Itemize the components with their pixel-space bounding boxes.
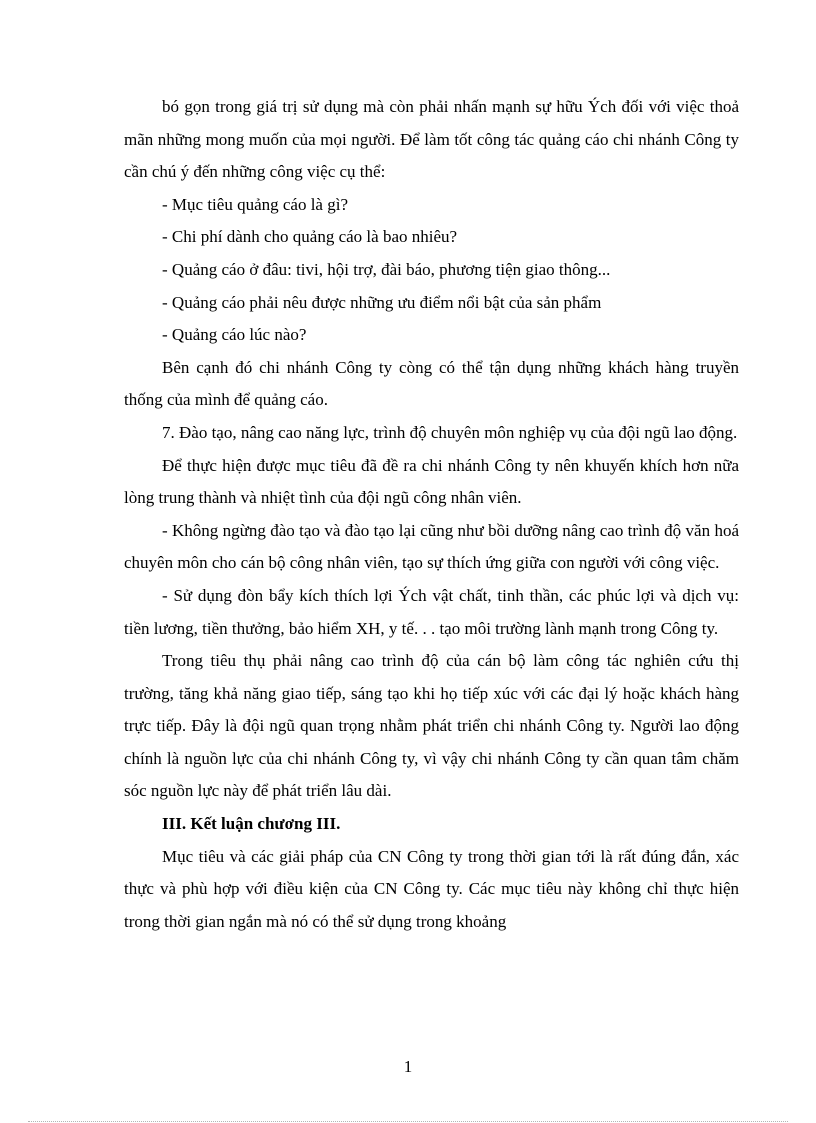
list-item: - Mục tiêu quảng cáo là gì? <box>162 194 348 214</box>
paragraph: Bên cạnh đó chi nhánh Công ty còng có thể tận dụng những khách hàng truyền thống của mình để quảng cáo. <box>124 357 739 410</box>
list-item: - Quảng cáo lúc nào? <box>162 325 307 345</box>
list-item: - Chi phí dành cho quảng cáo là bao nhiêu? <box>162 227 458 247</box>
page-number: 1 <box>403 1057 413 1076</box>
paragraph: Trong tiêu thụ phải nâng cao trình độ của cán bộ làm công tác nghiên cứu thị trường, tăng khả năng giao tiếp, sáng tạo khi họ tiếp xúc với các đại lý hoặc khách hàng trực tiếp. Đây là đội ngũ quan trọng nhằm phát triển chi nhánh Công ty. Người lao động chính là nguồn lực của chi nhánh Công ty, vì vậy chi nhánh Công ty cần quan tâm chăm sóc nguồn lực này để phát triển lâu dài. <box>124 651 739 801</box>
paragraph: - Sử dụng đòn bẩy kích thích lợi Ých vật chất, tinh thần, các phúc lợi và dịch vụ: tiền lương, tiền thưởng, bảo hiểm XH, y tế. . . tạo môi trường lành mạnh trong Công ty. <box>124 585 739 638</box>
list-item: - Quảng cáo phải nêu được những ưu điểm nổi bật của sản phẩm <box>162 292 602 312</box>
section-item-title: 7. Đào tạo, nâng cao năng lực, trình độ chuyên môn nghiệp vụ của đội ngũ lao động. <box>162 422 738 442</box>
paragraph: - Không ngừng đào tạo và đào tạo lại cũng như bồi dưỡng nâng cao trình độ văn hoá chuyên môn cho cán bộ công nhân viên, tạo sự thích ứng giữa con người với công việc. <box>124 520 739 573</box>
paragraph: Để thực hiện được mục tiêu đã đề ra chi nhánh Công ty nên khuyến khích hơn nữa lòng trung thành và nhiệt tình của đội ngũ công nhân viên. <box>124 455 739 508</box>
section-heading: III. Kết luận chương III. <box>162 814 341 834</box>
list-item: - Quảng cáo ở đâu: tivi, hội trợ, đài báo, phương tiện giao thông... <box>162 259 611 279</box>
page-bottom-divider <box>28 1121 788 1122</box>
paragraph: bó gọn trong giá trị sử dụng mà còn phải nhấn mạnh sự hữu Ých đối với việc thoả mãn những mong muốn của mọi người. Để làm tốt công tác quảng cáo chi nhánh Công ty cần chú ý đến những công việc cụ thể: <box>124 97 739 182</box>
body-text <box>124 91 739 938</box>
paragraph: Mục tiêu và các giải pháp của CN Công ty trong thời gian tới là rất đúng đắn, xác thực và phù hợp với điều kiện của CN Công ty. Các mục tiêu này không chỉ thực hiện trong thời gian ngắn mà nó có thể sử dụng trong khoảng <box>124 846 739 931</box>
